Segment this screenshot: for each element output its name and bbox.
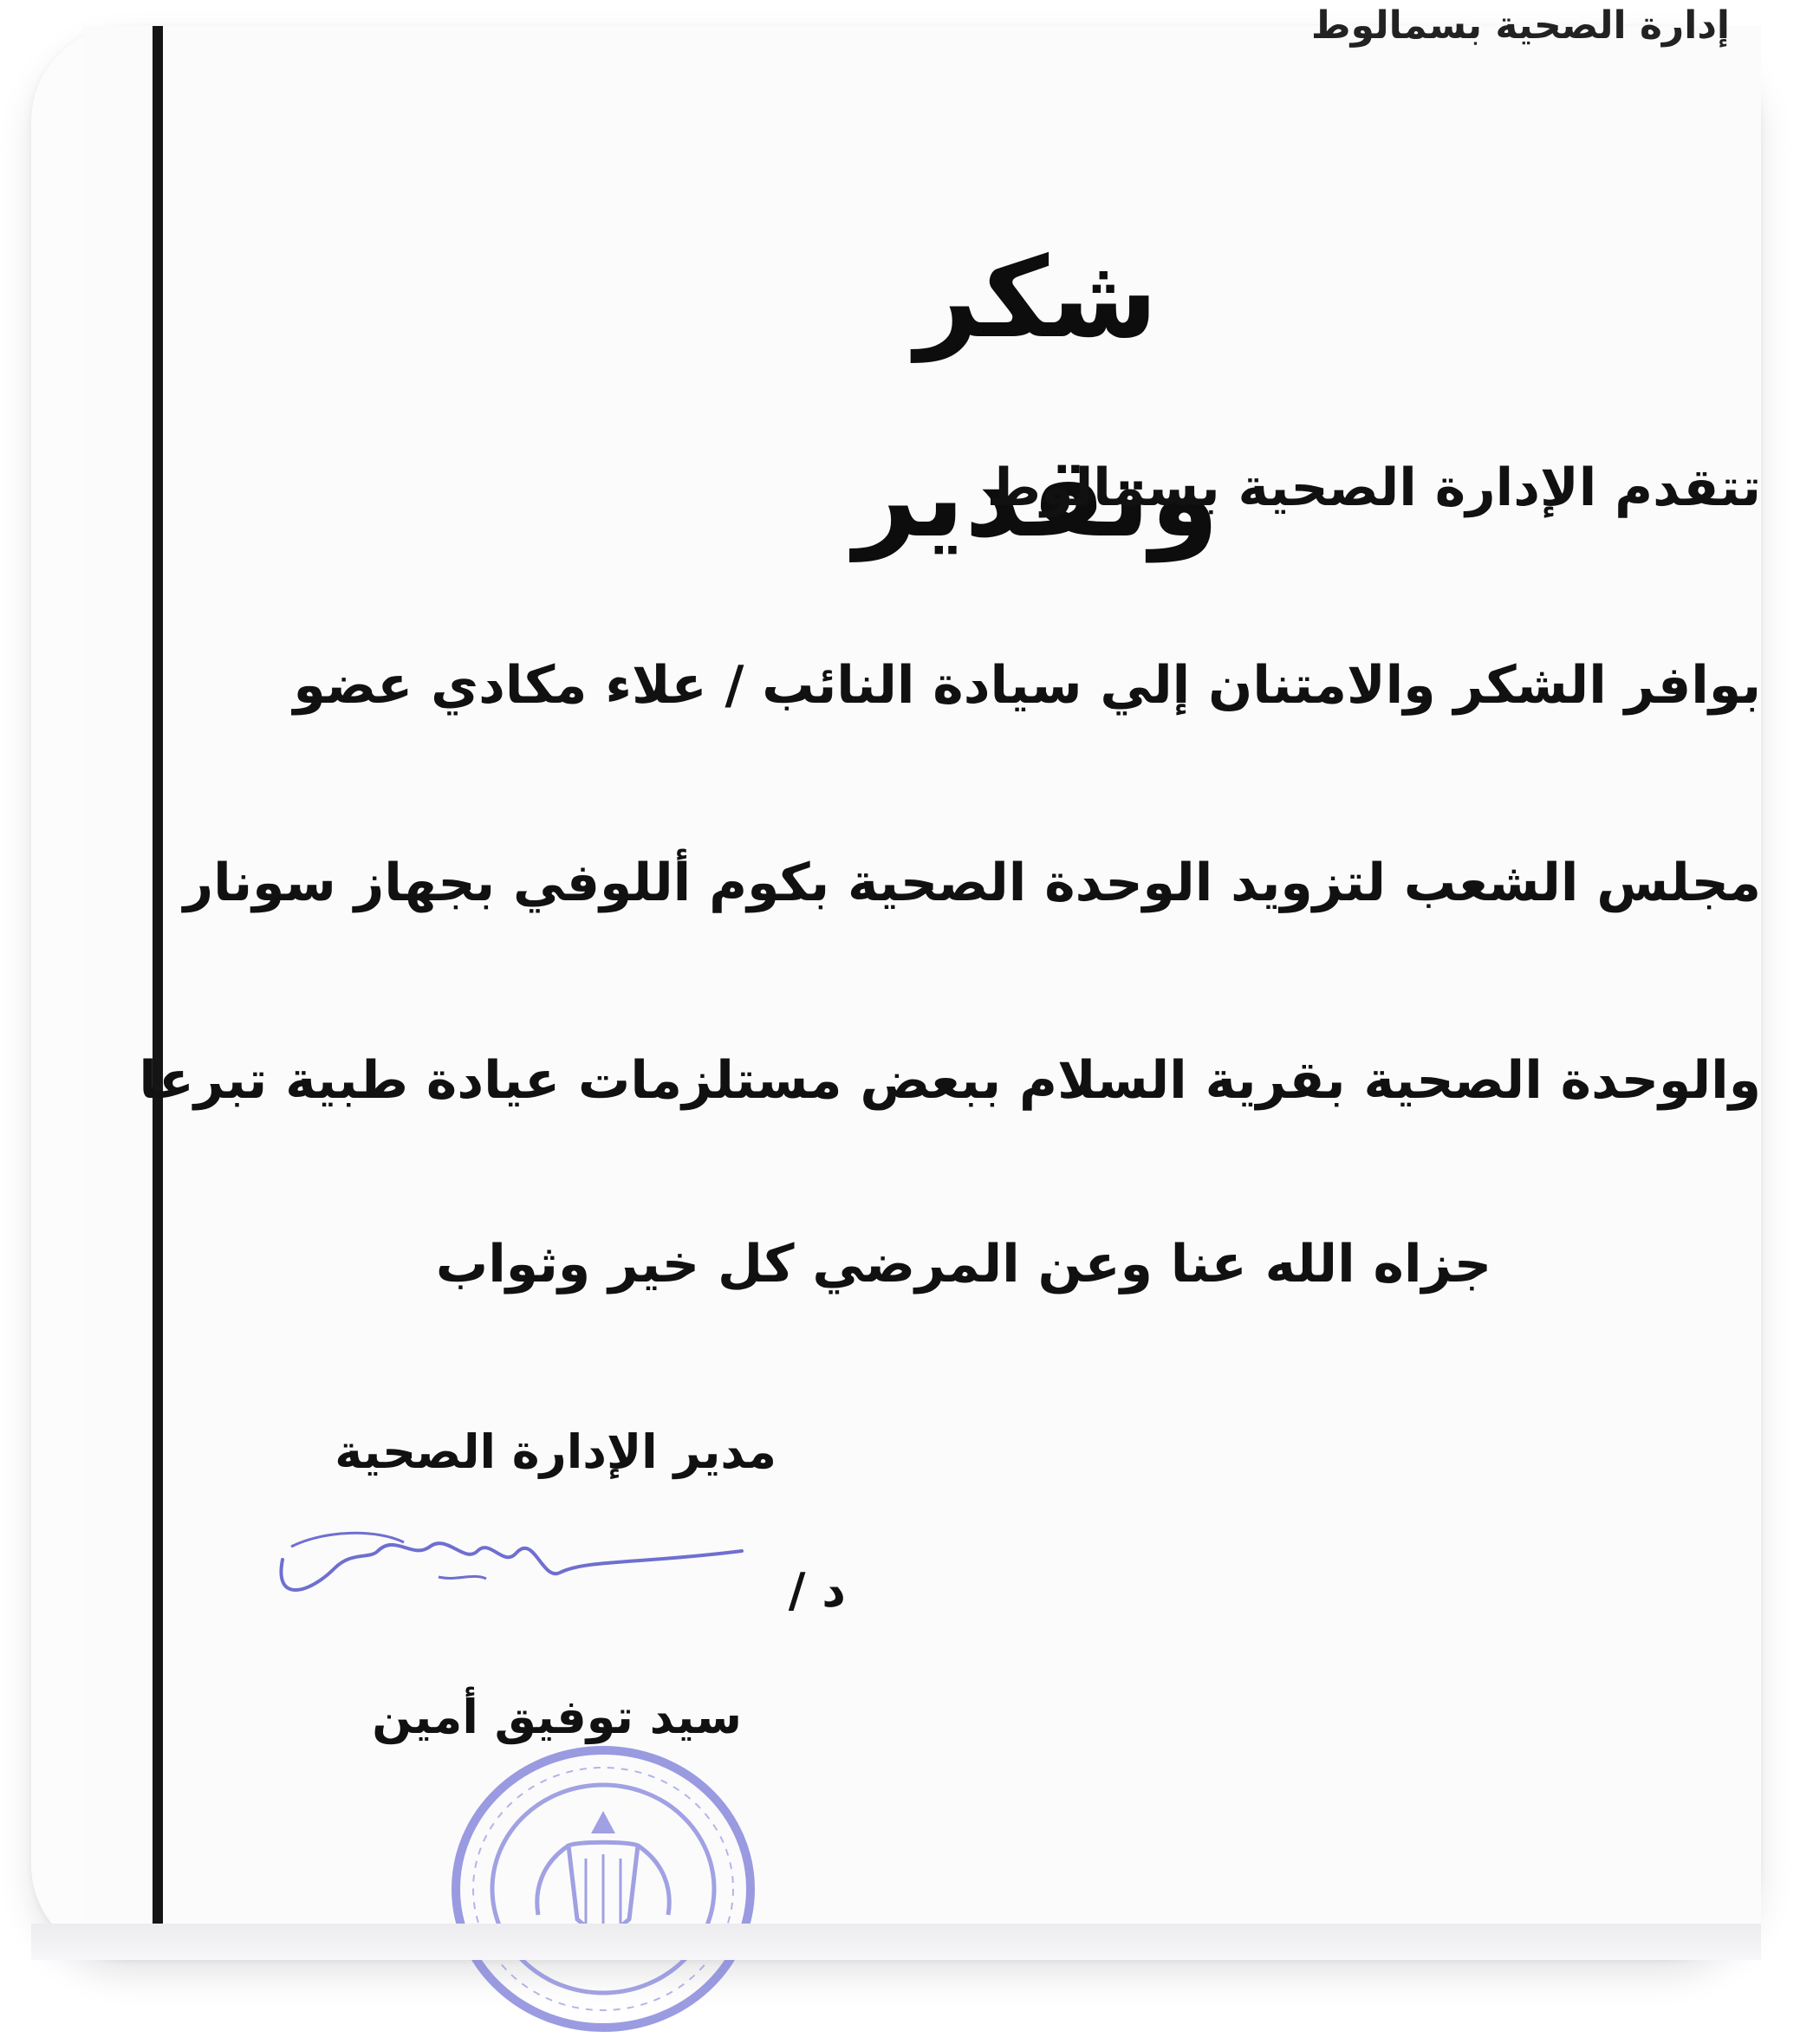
cropped-header-text: إدارة الصحية بسمالوط <box>1310 3 1730 48</box>
body-line-3: مجلس الشعب لتزويد الوحدة الصحية بكوم أللوفي بجهاز سونار <box>183 853 1761 913</box>
doctor-prefix: د / <box>788 1563 846 1618</box>
document-heading: شكر وتقدير <box>854 234 1219 562</box>
document-card <box>31 3 1761 1960</box>
closing-line: جزاه الله عنا وعن المرضي كل خير وثواب <box>435 1234 1492 1295</box>
signatory-title: مدير الإدارة الصحية <box>335 1424 777 1479</box>
margin-rule <box>153 26 163 1924</box>
body-line-1: تتقدم الإدارة الصحية بسمالوط <box>986 457 1761 518</box>
page-bottom-edge <box>31 1924 1761 1960</box>
handwritten-signature <box>257 1499 777 1629</box>
body-line-4: والوحدة الصحية بقرية السلام ببعض مستلزمات عيادة طبية تبرعا <box>139 1050 1761 1111</box>
body-line-2: بوافر الشكر والامتنان إلي سيادة النائب / علاء مكادي عضو <box>293 655 1761 716</box>
signatory-name: سيد توفيق أمين <box>372 1690 742 1744</box>
eagle-emblem-icon <box>537 1811 669 1941</box>
